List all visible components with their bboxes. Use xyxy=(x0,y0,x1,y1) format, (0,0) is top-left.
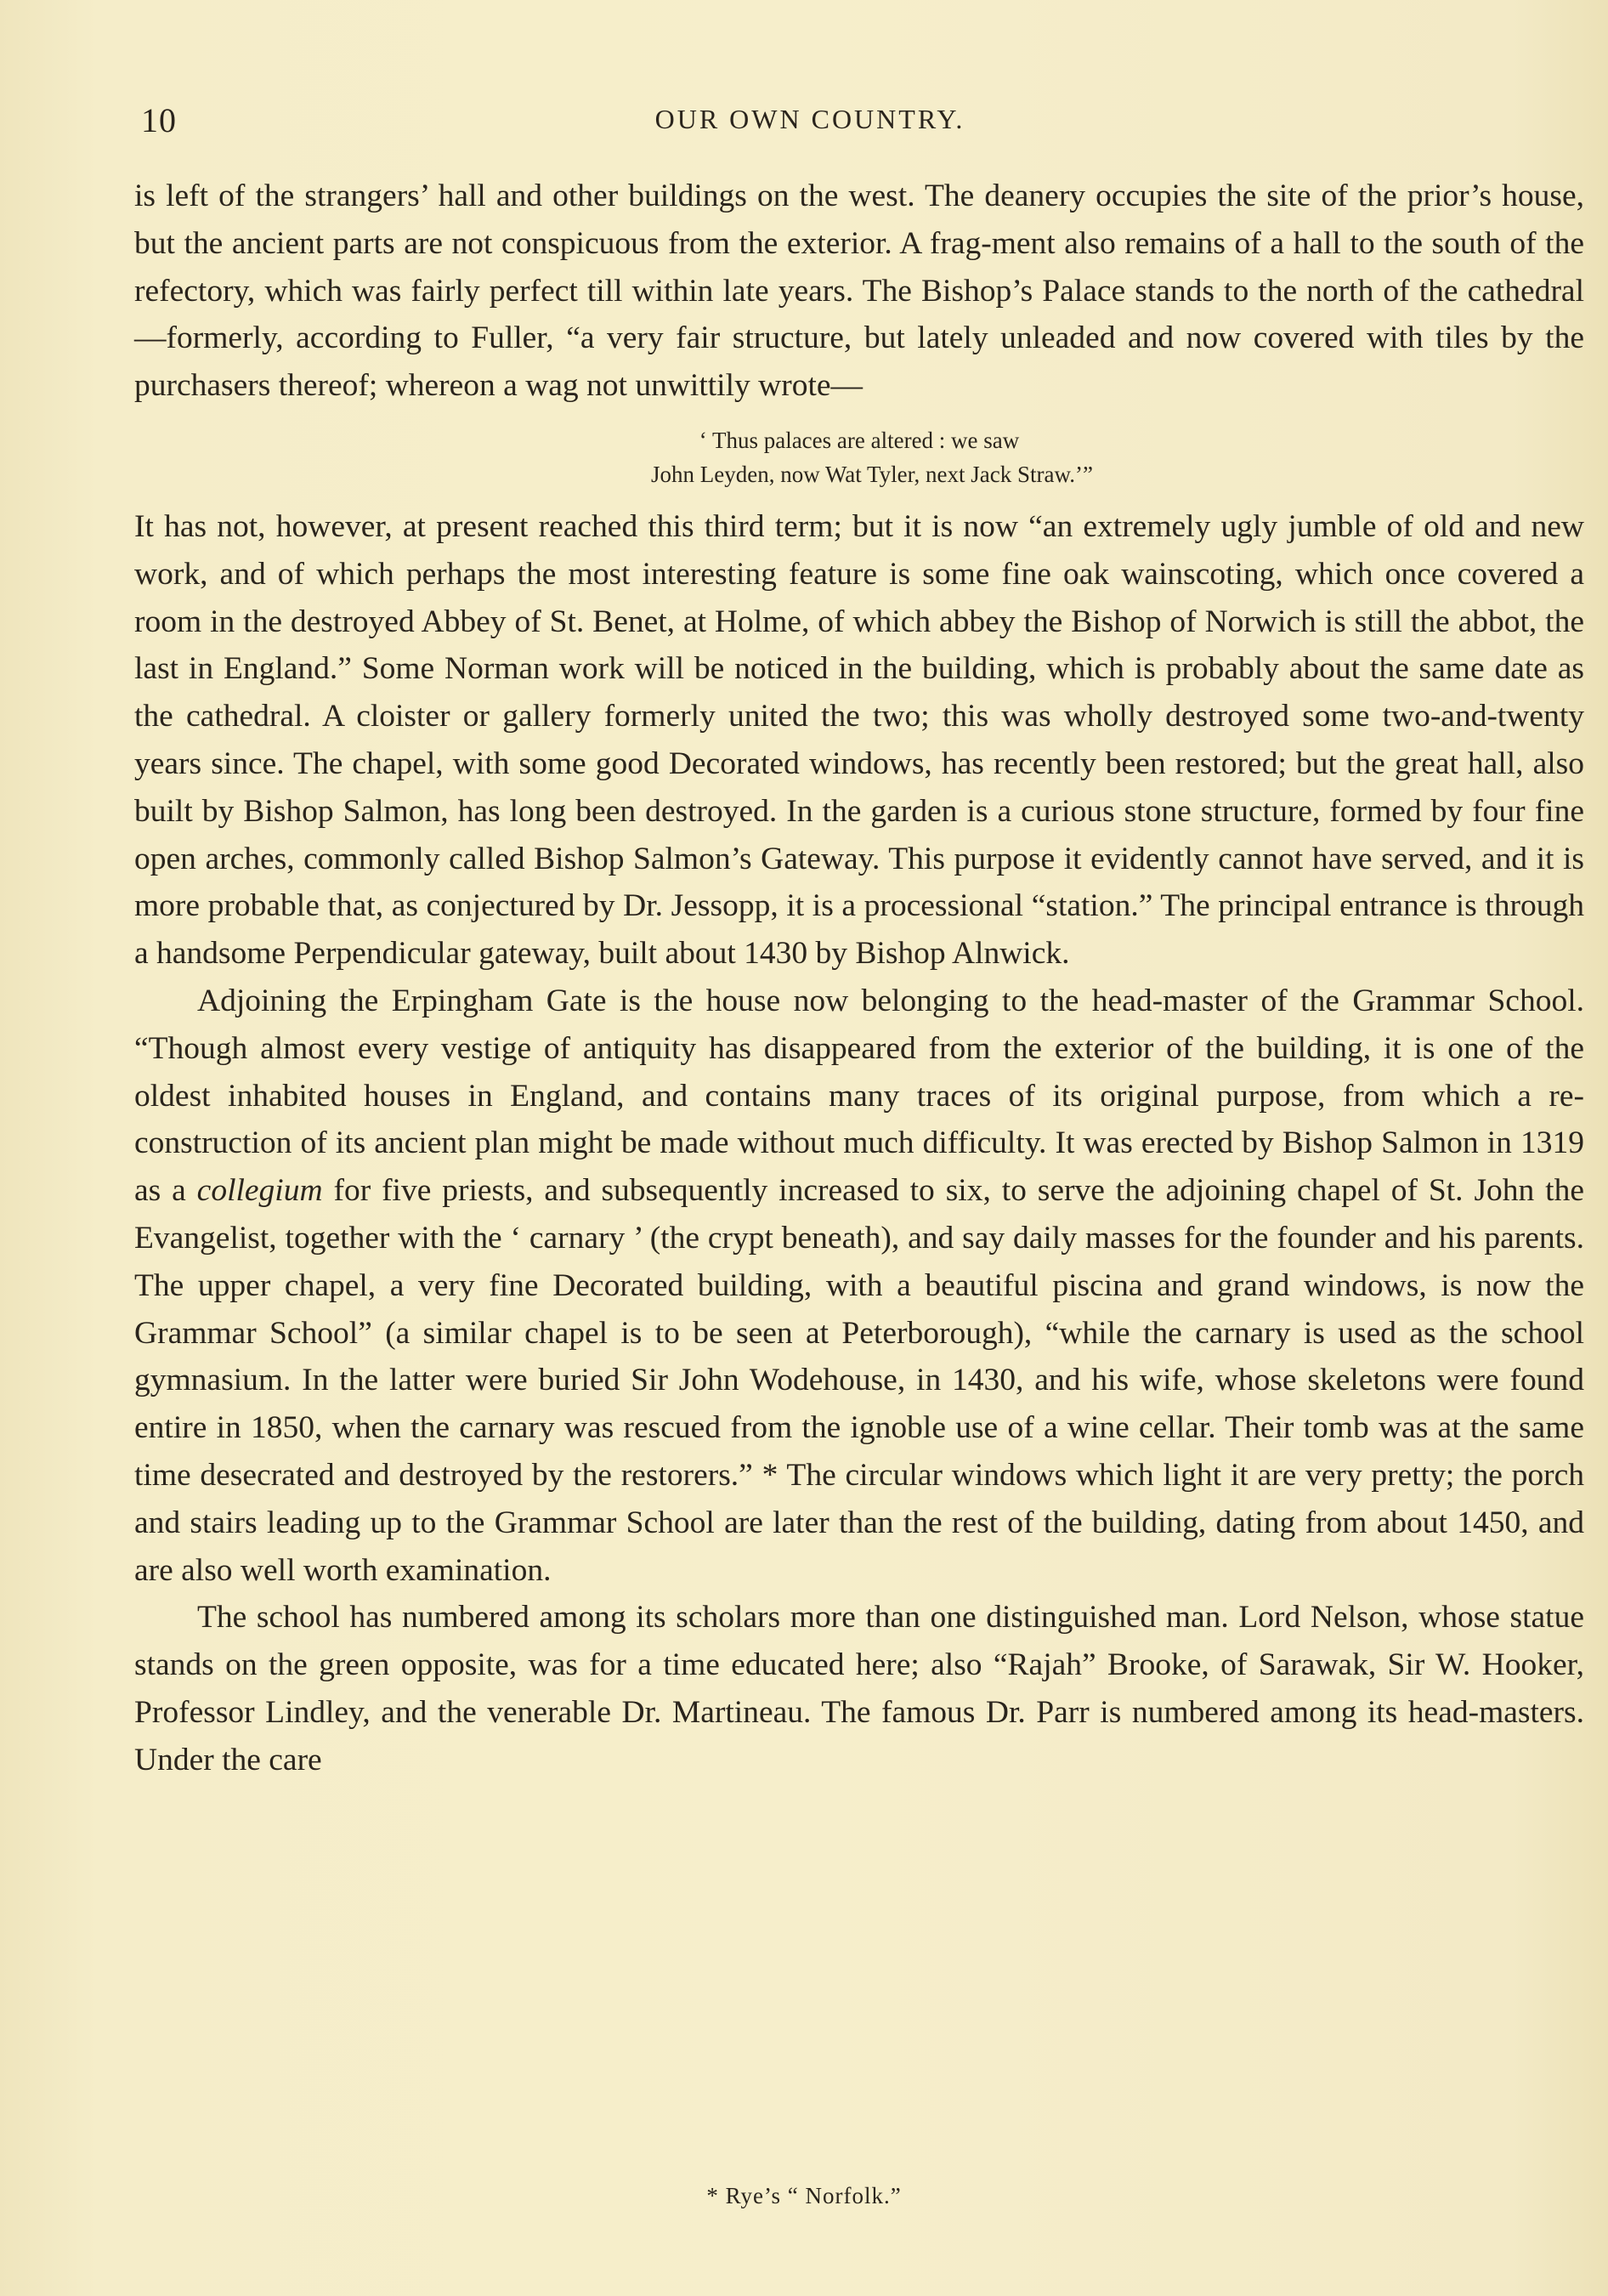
quote-line-2: John Leyden, now Wat Tyler, next Jack Straw.’” xyxy=(651,461,1093,487)
paragraph-3-text-a: Adjoining the Erpingham Gate is the house now belonging to the head-master of the Grammar School. “Though almost every vestige of antiquity has disappeared from the exterior of the building, it is one of the oldest inhabited houses in England, and contains many traces of its original purpose, from which a re-construction of its ancient plan might be made without much difficulty. It was erected by Bishop Salmon in 1319 as a xyxy=(134,983,1584,1209)
paragraph-3-text-b: for five priests, and subsequently increased to six, to serve the adjoining chapel of St. John the Evangelist, together with the ‘ carnary ’ (the crypt beneath), and say daily masses for the founder and his parents. The upper chapel, a very fine Decorated building, with a beautiful piscina and grand windows, is now the Grammar School” (a similar chapel is to be seen at Peterborough), “while the carnary is used as the school gymnasium. In the latter were buried Sir John Wodehouse, in 1430, and his wife, whose skeletons were found entire in 1850, when the carnary was rescued from the ignoble use of a wine cellar. Their tomb was at the same time desecrated and destroyed by the restorers.” * The circular windows which light it are very pretty; the porch and stairs leading up to the Grammar School are later than the rest of the building, dating from about 1450, and are also well worth examination. xyxy=(134,1173,1584,1588)
running-title: OUR OWN COUNTRY. xyxy=(654,104,965,134)
italic-term-collegium: collegium xyxy=(196,1173,323,1209)
paragraph-2: It has not, however, at present reached this third term; but it is now “an extremely ugly jumble of old and new work, and of which perhaps the most interesting feature is some fine oak wainscoting, which once covered a room in the destroyed Abbey of St. Benet, at Holme, of which abbey the Bishop of Norwich is still the abbot, the last in England.” Some Norman work will be noticed in the building, which is probably about the same date as the cathedral. A cloister or gallery formerly united the two; this was wholly destroyed some two-and-twenty years since. The chapel, with some good Decorated windows, has recently been restored; but the great hall, also built by Bishop Salmon, has long been destroyed. In the garden is a curious stone structure, formed by four fine open arches, commonly called Bishop Salmon’s Gateway. This purpose it evidently cannot have served, and it is more probable that, as conjectured by Dr. Jessopp, it is a processional “station.” The principal entrance is through a handsome Perpendicular gateway, built about 1430 by Bishop Alnwick. xyxy=(134,508,1584,972)
body-text xyxy=(134,173,1584,1784)
verse-quotation xyxy=(134,423,1584,491)
quote-line-1: ‘ Thus palaces are altered : we saw xyxy=(699,427,1020,453)
footnote: * Rye’s “ Norfolk.” xyxy=(706,2183,902,2208)
paragraph-4: The school has numbered among its scholars more than one distinguished man. Lord Nelson, whose statue stands on the green opposite, was for a time educated here; also “Rajah” Brooke, of Sarawak, Sir W. Hooker, Professor Lindley, and the venerable Dr. Martineau. The famous Dr. Parr is numbered among its head-masters. Under the care xyxy=(134,1600,1584,1777)
page-number: 10 xyxy=(141,101,177,139)
paragraph-3 xyxy=(134,978,1584,1594)
page-header xyxy=(134,100,1486,151)
paragraph-1: is left of the strangers’ hall and other buildings on the west. The deanery occupies the site of the prior’s house, but the ancient parts are not conspicuous from the exterior. A frag-ment also remains of a hall to the south of the refectory, which was fairly perfect till within late years. The Bishop’s Palace stands to the north of the cathedral—formerly, according to Fuller, “a very fair structure, but lately unleaded and now covered with tiles by the purchasers thereof; whereon a wag not unwittily wrote— xyxy=(134,179,1584,404)
